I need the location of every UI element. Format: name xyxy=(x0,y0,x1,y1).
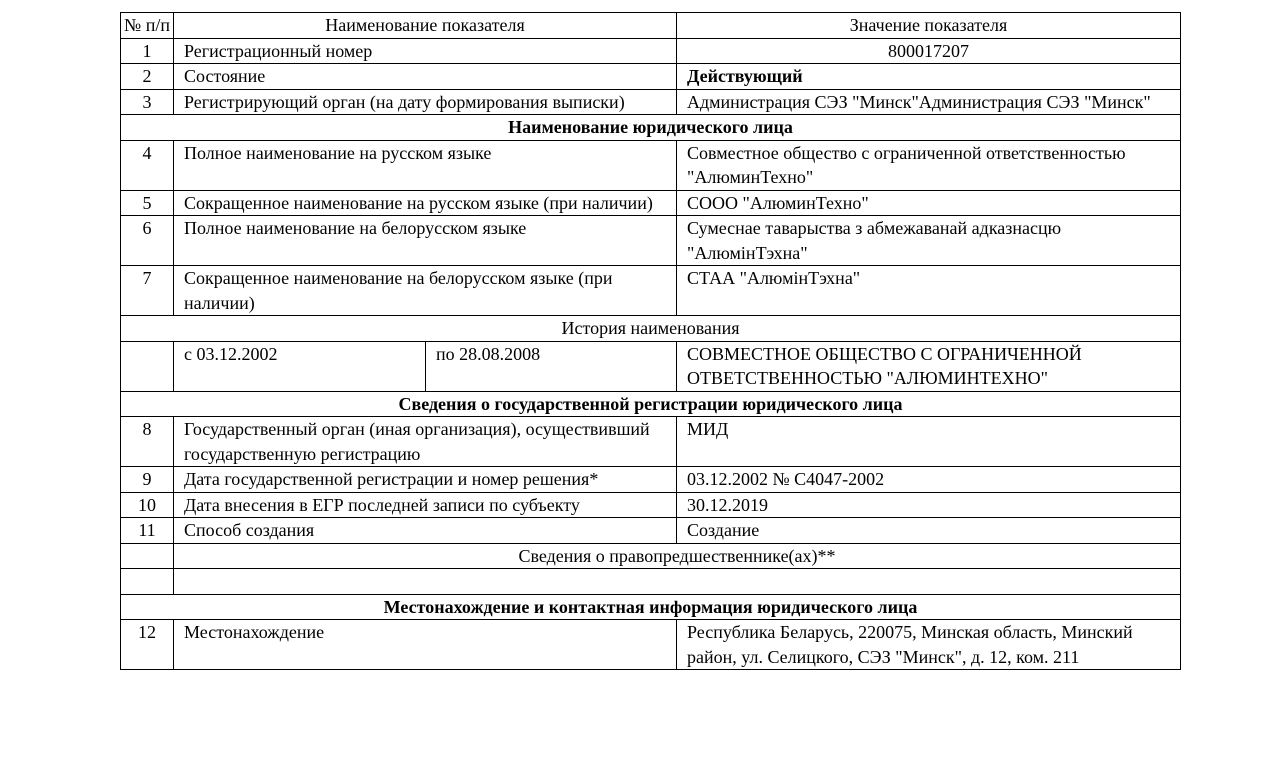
history-to: по 28.08.2008 xyxy=(426,341,677,391)
header-num: № п/п xyxy=(121,13,174,39)
table-row xyxy=(121,620,1181,670)
history-name: СОВМЕСТНОЕ ОБЩЕСТВО С ОГРАНИЧЕННОЙ ОТВЕТСТВЕННОСТЬЮ "АЛЮМИНТЕХНО" xyxy=(677,341,1181,391)
row-num: 10 xyxy=(121,492,174,518)
history-empty-cell xyxy=(121,341,174,391)
section-row xyxy=(121,391,1181,417)
row-value: СООО "АлюминТехно" xyxy=(677,190,1181,216)
row-num: 3 xyxy=(121,89,174,115)
row-label: Регистрационный номер xyxy=(174,38,677,64)
table-row xyxy=(121,38,1181,64)
row-value: Совместное общество с ограниченной ответственностью "АлюминТехно" xyxy=(677,140,1181,190)
row-label: Состояние xyxy=(174,64,677,90)
predecessor-title: Сведения о правопредшественнике(ах)** xyxy=(174,543,1181,569)
row-label: Полное наименование на белорусском языке xyxy=(174,216,677,266)
empty-cell xyxy=(174,569,1181,595)
row-value: 800017207 xyxy=(677,38,1181,64)
status-value: Действующий xyxy=(677,64,1181,90)
header-value: Значение показателя xyxy=(677,13,1181,39)
table-row xyxy=(121,140,1181,190)
row-num: 11 xyxy=(121,518,174,544)
table-row xyxy=(121,492,1181,518)
history-row xyxy=(121,341,1181,391)
table-row xyxy=(121,266,1181,316)
row-value: 03.12.2002 № С4047-2002 xyxy=(677,467,1181,493)
section-row xyxy=(121,115,1181,141)
row-value: Сумеснае таварыства з абмежаванай адказнасцю "АлюмiнТэхна" xyxy=(677,216,1181,266)
table-row xyxy=(121,518,1181,544)
section-heading-names: Наименование юридического лица xyxy=(121,115,1181,141)
row-value: Создание xyxy=(677,518,1181,544)
row-num: 4 xyxy=(121,140,174,190)
row-label: Полное наименование на русском языке xyxy=(174,140,677,190)
table-row xyxy=(121,467,1181,493)
registry-table xyxy=(120,12,1181,670)
section-row xyxy=(121,594,1181,620)
header-name: Наименование показателя xyxy=(174,13,677,39)
row-num: 7 xyxy=(121,266,174,316)
predecessor-empty-num xyxy=(121,543,174,569)
row-value: СТАА "АлюмiнТэхна" xyxy=(677,266,1181,316)
row-num: 2 xyxy=(121,64,174,90)
predecessor-title-row xyxy=(121,543,1181,569)
row-value: Администрация СЭЗ "Минск"Администрация СЭЗ "Минск" xyxy=(677,89,1181,115)
row-value: Республика Беларусь, 220075, Минская область, Минский район, ул. Селицкого, СЭЗ "Минск", д. 12, ком. 211 xyxy=(677,620,1181,670)
table-row xyxy=(121,190,1181,216)
empty-cell xyxy=(121,569,174,595)
registry-extract xyxy=(120,12,1180,670)
table-row xyxy=(121,216,1181,266)
row-label: Способ создания xyxy=(174,518,677,544)
section-heading-registration: Сведения о государственной регистрации юридического лица xyxy=(121,391,1181,417)
row-label: Регистрирующий орган (на дату формирования выписки) xyxy=(174,89,677,115)
table-row xyxy=(121,417,1181,467)
row-label: Сокращенное наименование на русском языке (при наличии) xyxy=(174,190,677,216)
row-num: 1 xyxy=(121,38,174,64)
row-value: МИД xyxy=(677,417,1181,467)
row-num: 6 xyxy=(121,216,174,266)
header-row xyxy=(121,13,1181,39)
section-heading-location: Местонахождение и контактная информация юридического лица xyxy=(121,594,1181,620)
table-row xyxy=(121,89,1181,115)
history-from: с 03.12.2002 xyxy=(174,341,426,391)
table-row xyxy=(121,64,1181,90)
history-title: История наименования xyxy=(121,316,1181,342)
row-label: Местонахождение xyxy=(174,620,677,670)
row-num: 8 xyxy=(121,417,174,467)
row-value: 30.12.2019 xyxy=(677,492,1181,518)
row-num: 9 xyxy=(121,467,174,493)
row-label: Государственный орган (иная организация), осуществивший государственную регистрацию xyxy=(174,417,677,467)
row-label: Сокращенное наименование на белорусском языке (при наличии) xyxy=(174,266,677,316)
row-label: Дата государственной регистрации и номер решения* xyxy=(174,467,677,493)
row-num: 5 xyxy=(121,190,174,216)
row-num: 12 xyxy=(121,620,174,670)
row-label: Дата внесения в ЕГР последней записи по субъекту xyxy=(174,492,677,518)
predecessor-empty-row xyxy=(121,569,1181,595)
history-title-row xyxy=(121,316,1181,342)
